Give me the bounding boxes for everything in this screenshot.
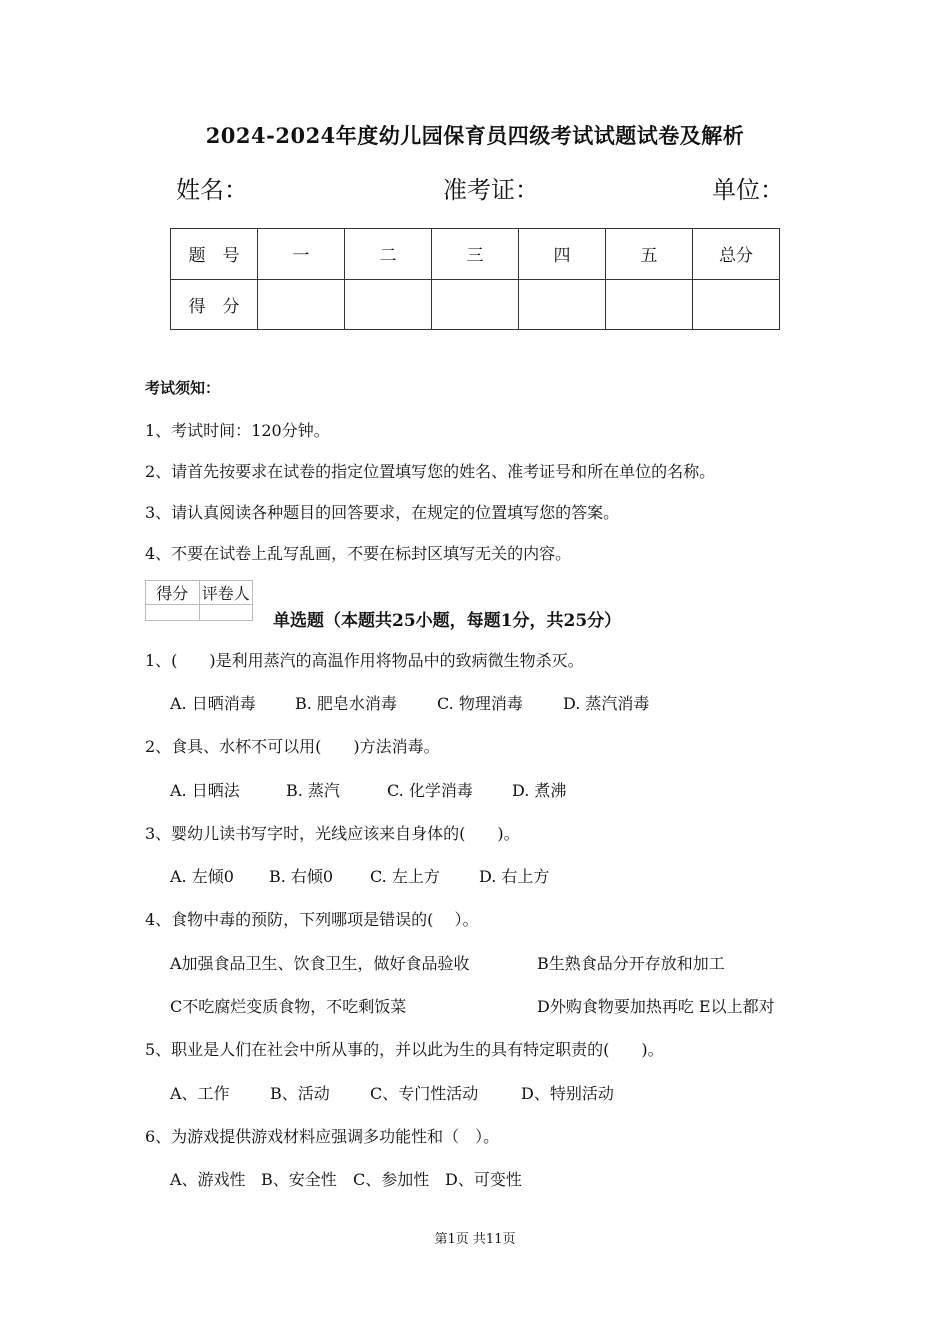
exam-number-field-label: 准考证： bbox=[443, 176, 539, 204]
question-option[interactable]: A. 日晒消毒 bbox=[170, 694, 256, 713]
score-table-header-cell: 二 bbox=[345, 229, 432, 280]
grader-score-cell[interactable] bbox=[146, 605, 200, 621]
score-table-header-row bbox=[171, 229, 780, 280]
question-stem: 5、职业是人们在社会中所从事的，并以此为生的具有特定职责的( )。 bbox=[145, 1040, 664, 1059]
question-option[interactable]: C不吃腐烂变质食物，不吃剩饭菜 bbox=[170, 997, 407, 1016]
question-option[interactable]: D. 蒸汽消毒 bbox=[563, 694, 650, 713]
score-table-header-cell: 题 号 bbox=[171, 229, 258, 280]
score-table-header-cell: 四 bbox=[519, 229, 606, 280]
question-option[interactable]: C、参加性 bbox=[353, 1170, 430, 1189]
score-cell[interactable] bbox=[432, 279, 519, 330]
score-row-label: 得 分 bbox=[171, 279, 258, 330]
grader-box bbox=[145, 580, 253, 621]
page-footer: 第1页 共11页 bbox=[434, 1232, 516, 1247]
exam-title: 2024-2024年度幼儿园保育员四级考试试题试卷及解析 bbox=[205, 123, 745, 148]
grader-name-label: 评卷人 bbox=[199, 581, 253, 605]
question-option[interactable]: B生熟食品分开存放和加工 bbox=[537, 954, 725, 973]
question-option[interactable]: D. 右上方 bbox=[479, 867, 550, 886]
question-option[interactable]: A. 日晒法 bbox=[170, 781, 240, 800]
question-option[interactable]: B. 右倾0 bbox=[269, 867, 334, 886]
score-table-header-cell: 三 bbox=[432, 229, 519, 280]
score-table-header-cell: 一 bbox=[258, 229, 345, 280]
score-table-header-cell: 总分 bbox=[693, 229, 780, 280]
question-stem: 2、食具、水杯不可以用( )方法消毒。 bbox=[145, 737, 440, 756]
grader-score-label: 得分 bbox=[146, 581, 200, 605]
question-option[interactable]: B、安全性 bbox=[261, 1170, 337, 1189]
question-option[interactable]: C. 化学消毒 bbox=[387, 781, 473, 800]
question-option[interactable]: C、专门性活动 bbox=[370, 1084, 479, 1103]
score-cell[interactable] bbox=[345, 279, 432, 330]
question-option[interactable]: D、可变性 bbox=[445, 1170, 522, 1189]
question-option[interactable]: A. 左倾0 bbox=[170, 867, 234, 886]
note-item: 2、请首先按要求在试卷的指定位置填写您的姓名、准考证号和所在单位的名称。 bbox=[145, 462, 716, 481]
note-item: 3、请认真阅读各种题目的回答要求，在规定的位置填写您的答案。 bbox=[145, 503, 620, 522]
name-field-label: 姓名： bbox=[176, 176, 248, 204]
question-stem: 6、为游戏提供游戏材料应强调多功能性和（ ）。 bbox=[145, 1127, 500, 1146]
score-cell[interactable] bbox=[519, 279, 606, 330]
question-stem: 3、婴幼儿读书写字时，光线应该来自身体的( )。 bbox=[145, 824, 520, 843]
score-table-header-cell: 五 bbox=[606, 229, 693, 280]
question-option[interactable]: D、特别活动 bbox=[521, 1084, 614, 1103]
section-title: 单选题（本题共25小题，每题1分，共25分） bbox=[273, 611, 622, 631]
score-table-score-row bbox=[171, 279, 780, 330]
note-item: 4、不要在试卷上乱写乱画，不要在标封区填写无关的内容。 bbox=[145, 544, 572, 563]
question-option[interactable]: C. 物理消毒 bbox=[437, 694, 523, 713]
question-option[interactable]: A、游戏性 bbox=[170, 1170, 246, 1189]
score-table bbox=[170, 228, 780, 330]
question-option[interactable]: B、活动 bbox=[270, 1084, 330, 1103]
question-option[interactable]: D. 煮沸 bbox=[512, 781, 567, 800]
question-option[interactable]: A加强食品卫生、饮食卫生，做好食品验收 bbox=[170, 954, 470, 973]
score-cell[interactable] bbox=[693, 279, 780, 330]
question-option[interactable]: D外购食物要加热再吃 E以上都对 bbox=[537, 997, 775, 1016]
question-option[interactable]: A、工作 bbox=[170, 1084, 230, 1103]
score-cell[interactable] bbox=[606, 279, 693, 330]
score-cell[interactable] bbox=[258, 279, 345, 330]
question-option[interactable]: C. 左上方 bbox=[370, 867, 440, 886]
question-option[interactable]: B. 肥皂水消毒 bbox=[295, 694, 397, 713]
question-stem: 4、食物中毒的预防，下列哪项是错误的( ）。 bbox=[145, 910, 479, 929]
note-item: 1、考试时间：120分钟。 bbox=[145, 421, 330, 440]
question-stem: 1、( )是利用蒸汽的高温作用将物品中的致病微生物杀灭。 bbox=[145, 651, 584, 670]
notes-heading: 考试须知： bbox=[145, 379, 221, 397]
question-option[interactable]: B. 蒸汽 bbox=[286, 781, 340, 800]
grader-name-cell[interactable] bbox=[199, 605, 253, 621]
unit-field-label: 单位： bbox=[712, 176, 784, 204]
